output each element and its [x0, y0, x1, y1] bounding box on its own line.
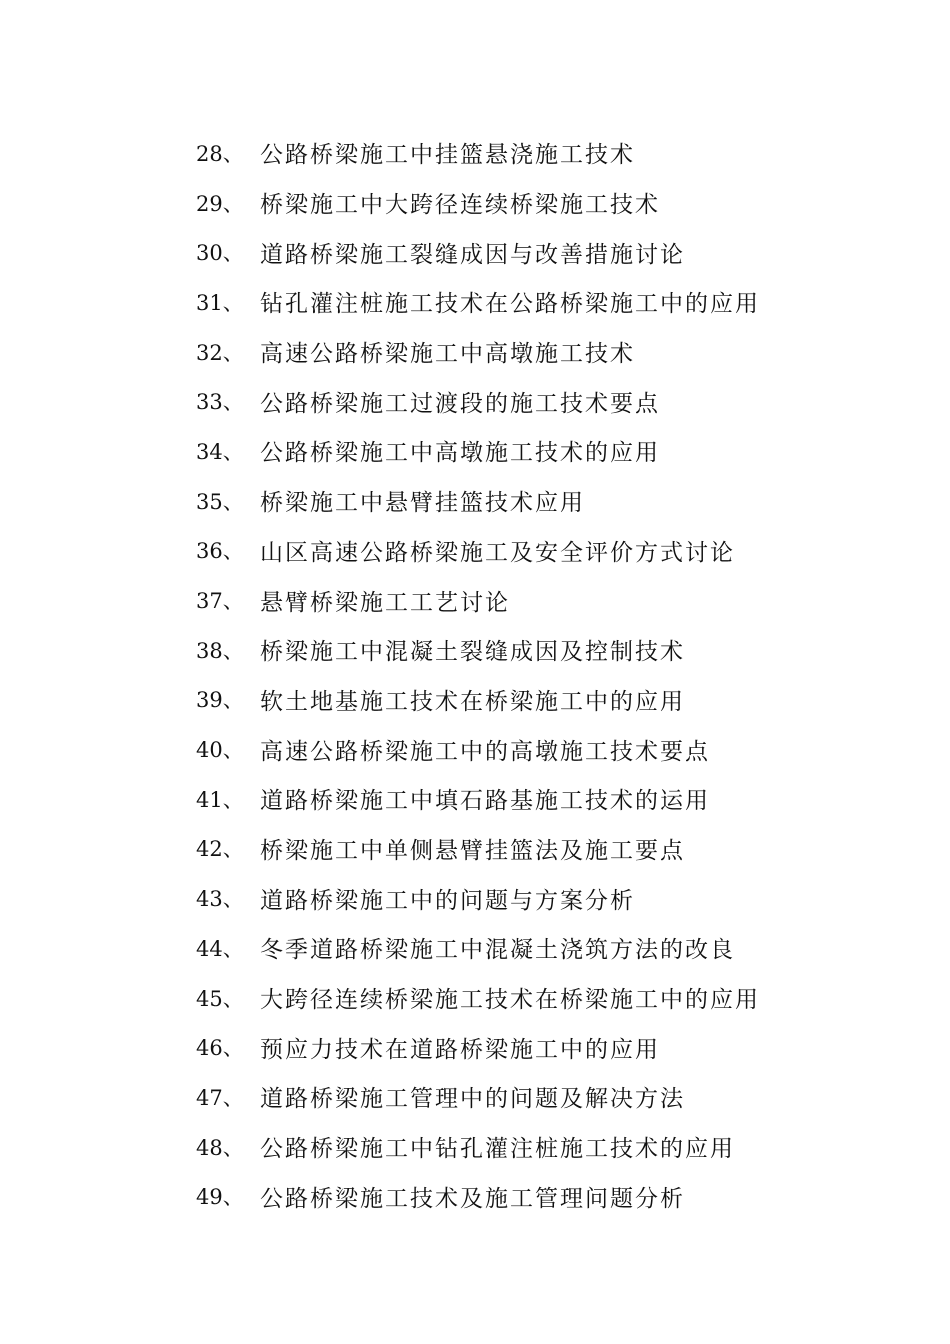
- item-text: 桥梁施工中大跨径连续桥梁施工技术: [260, 192, 660, 219]
- list-item: [196, 1122, 760, 1172]
- list-item: [196, 625, 760, 675]
- item-number: 49、: [196, 1185, 244, 1210]
- item-text: 公路桥梁施工中挂篮悬浇施工技术: [260, 142, 635, 169]
- item-text: 公路桥梁施工技术及施工管理问题分析: [260, 1185, 685, 1212]
- item-text: 预应力技术在道路桥梁施工中的应用: [260, 1036, 660, 1063]
- list-item: [196, 476, 760, 526]
- list-item: [196, 277, 760, 327]
- item-number: 41、: [196, 787, 244, 812]
- item-number: 33、: [196, 390, 244, 415]
- list-item: [196, 426, 760, 476]
- item-text: 道路桥梁施工裂缝成因与改善措施讨论: [260, 241, 685, 268]
- item-number: 34、: [196, 439, 244, 464]
- item-text: 桥梁施工中混凝土裂缝成因及控制技术: [260, 639, 685, 666]
- item-number: 30、: [196, 241, 244, 266]
- list-item: [196, 675, 760, 725]
- item-text: 桥梁施工中悬臂挂篮技术应用: [260, 490, 585, 517]
- list-item: [196, 376, 760, 426]
- item-text: 软土地基施工技术在桥梁施工中的应用: [260, 688, 685, 715]
- item-number: 46、: [196, 1036, 244, 1061]
- item-number: 39、: [196, 688, 244, 713]
- item-number: 28、: [196, 141, 244, 166]
- item-text: 悬臂桥梁施工工艺讨论: [260, 589, 510, 616]
- list-item: [196, 1072, 760, 1122]
- item-number: 36、: [196, 539, 244, 564]
- item-text: 大跨径连续桥梁施工技术在桥梁施工中的应用: [260, 987, 760, 1014]
- list-item: [196, 824, 760, 874]
- item-text: 道路桥梁施工中填石路基施工技术的运用: [260, 788, 710, 815]
- list-item: [196, 1171, 760, 1221]
- item-text: 公路桥梁施工中钻孔灌注桩施工技术的应用: [260, 1136, 735, 1163]
- item-text: 山区高速公路桥梁施工及安全评价方式讨论: [260, 539, 735, 566]
- item-number: 31、: [196, 290, 244, 315]
- list-item: [196, 973, 760, 1023]
- topic-list: [196, 128, 760, 1221]
- item-number: 29、: [196, 191, 244, 216]
- item-text: 冬季道路桥梁施工中混凝土浇筑方法的改良: [260, 937, 735, 964]
- item-number: 37、: [196, 589, 244, 614]
- list-item: [196, 526, 760, 576]
- item-number: 35、: [196, 489, 244, 514]
- list-item: [196, 227, 760, 277]
- item-number: 32、: [196, 340, 244, 365]
- list-item: [196, 923, 760, 973]
- list-item: [196, 575, 760, 625]
- item-text: 钻孔灌注桩施工技术在公路桥梁施工中的应用: [260, 291, 760, 318]
- item-text: 公路桥梁施工中高墩施工技术的应用: [260, 440, 660, 467]
- item-number: 45、: [196, 986, 244, 1011]
- list-item: [196, 327, 760, 377]
- item-number: 48、: [196, 1135, 244, 1160]
- item-number: 43、: [196, 887, 244, 912]
- list-item: [196, 774, 760, 824]
- item-number: 47、: [196, 1085, 244, 1110]
- item-text: 道路桥梁施工管理中的问题及解决方法: [260, 1086, 685, 1113]
- item-text: 高速公路桥梁施工中高墩施工技术: [260, 341, 635, 368]
- list-item: [196, 178, 760, 228]
- list-item: [196, 873, 760, 923]
- list-item: [196, 128, 760, 178]
- item-number: 42、: [196, 837, 244, 862]
- item-number: 44、: [196, 936, 244, 961]
- item-text: 道路桥梁施工中的问题与方案分析: [260, 887, 635, 914]
- item-text: 高速公路桥梁施工中的高墩施工技术要点: [260, 738, 710, 765]
- list-item: [196, 1022, 760, 1072]
- item-number: 40、: [196, 738, 244, 763]
- item-text: 公路桥梁施工过渡段的施工技术要点: [260, 390, 660, 417]
- item-text: 桥梁施工中单侧悬臂挂篮法及施工要点: [260, 837, 685, 864]
- item-number: 38、: [196, 638, 244, 663]
- list-item: [196, 724, 760, 774]
